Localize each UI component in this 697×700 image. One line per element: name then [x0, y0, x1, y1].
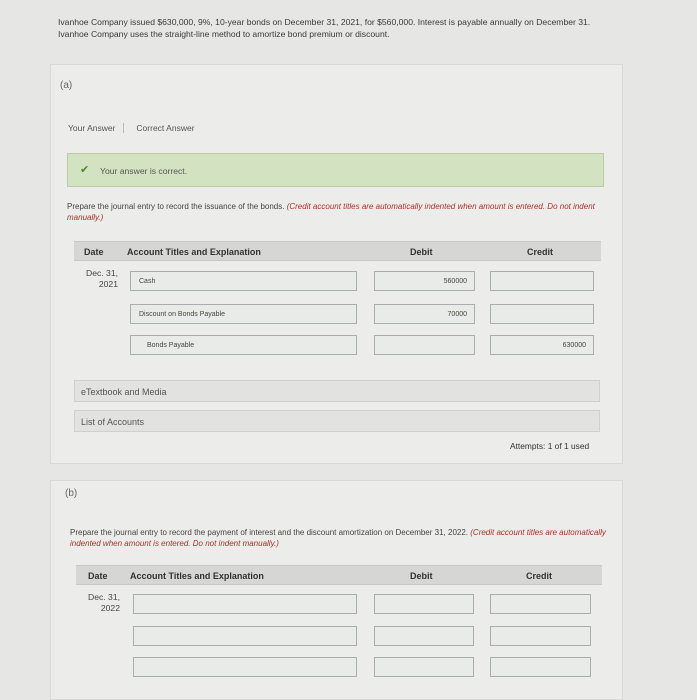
etextbook-link[interactable]	[74, 380, 600, 402]
instruction-text: Prepare the journal entry to record the payment of interest and the discount amortization on December 31, 2022.	[70, 528, 469, 537]
part-a-date	[78, 268, 118, 290]
header-credit: Credit	[527, 247, 554, 257]
account-value: Cash	[139, 278, 156, 285]
instruction-note: (Credit account titles are automatically indented when amount is entered. Do not indent manually.)	[70, 528, 606, 548]
problem-statement: Ivanhoe Company issued $630,000, 9%, 10-year bonds on December 31, 2021, for $560,000. Interest is payable annually on December 31. Ivanhoe Company uses the straight-line method to amortize bond premium or discount.	[58, 17, 591, 39]
list-of-accounts-label: List of Accounts	[81, 417, 145, 427]
credit-value: 630000	[562, 342, 586, 349]
instruction-note: (Credit account titles are automatically indented when amount is entered. Do not indent manually.)	[67, 202, 595, 222]
header-date: Date	[88, 571, 108, 581]
part-b-instruction	[70, 527, 610, 549]
etextbook-label: eTextbook and Media	[81, 387, 167, 397]
part-a-instruction	[67, 201, 607, 223]
answer-tabs	[68, 123, 203, 133]
list-of-accounts-link[interactable]	[74, 410, 600, 432]
header-credit: Credit	[526, 571, 553, 581]
date-line-1: Dec. 31,	[87, 592, 120, 602]
instruction-text: Prepare the journal entry to record the issuance of the bonds.	[67, 202, 285, 211]
header-date: Date	[84, 247, 104, 257]
credit-input[interactable]	[490, 271, 594, 291]
account-input[interactable]	[133, 594, 357, 614]
tab-correct-answer[interactable]: Correct Answer	[123, 123, 202, 133]
header-account: Account Titles and Explanation	[130, 571, 264, 581]
account-input[interactable]	[133, 657, 357, 677]
debit-input[interactable]	[374, 271, 475, 291]
part-b-date	[80, 592, 120, 614]
debit-input[interactable]	[374, 626, 474, 646]
account-input[interactable]	[133, 626, 357, 646]
account-input[interactable]	[130, 304, 357, 324]
part-b-label: (b)	[65, 488, 78, 499]
attempts-counter: Attempts: 1 of 1 used	[510, 441, 590, 451]
tab-your-answer[interactable]: Your Answer	[68, 123, 116, 133]
debit-input[interactable]	[374, 657, 474, 677]
part-b-table-header	[76, 565, 602, 585]
credit-input[interactable]	[490, 657, 591, 677]
debit-value: 560000	[443, 278, 467, 285]
date-line-1: Dec. 31,	[85, 268, 118, 278]
account-value: Bonds Payable	[147, 342, 195, 349]
credit-input[interactable]	[490, 594, 591, 614]
header-debit: Debit	[410, 571, 433, 581]
correct-answer-banner	[67, 153, 604, 187]
debit-value: 70000	[447, 311, 467, 318]
header-account: Account Titles and Explanation	[127, 247, 261, 257]
header-debit: Debit	[410, 247, 433, 257]
account-value: Discount on Bonds Payable	[139, 311, 225, 318]
credit-input[interactable]	[490, 304, 594, 324]
debit-input[interactable]	[374, 594, 474, 614]
debit-input[interactable]	[374, 335, 475, 355]
part-a-label: (a)	[60, 80, 73, 91]
credit-input[interactable]	[490, 626, 591, 646]
account-input[interactable]	[130, 271, 357, 291]
correct-message: Your answer is correct.	[100, 166, 188, 176]
debit-input[interactable]	[374, 304, 475, 324]
date-line-2: 2022	[100, 603, 120, 613]
part-a-table-header	[74, 241, 601, 261]
credit-input[interactable]	[490, 335, 594, 355]
account-input[interactable]	[130, 335, 357, 355]
checkmark-icon: ✔	[80, 164, 90, 176]
date-line-2: 2021	[98, 279, 118, 289]
